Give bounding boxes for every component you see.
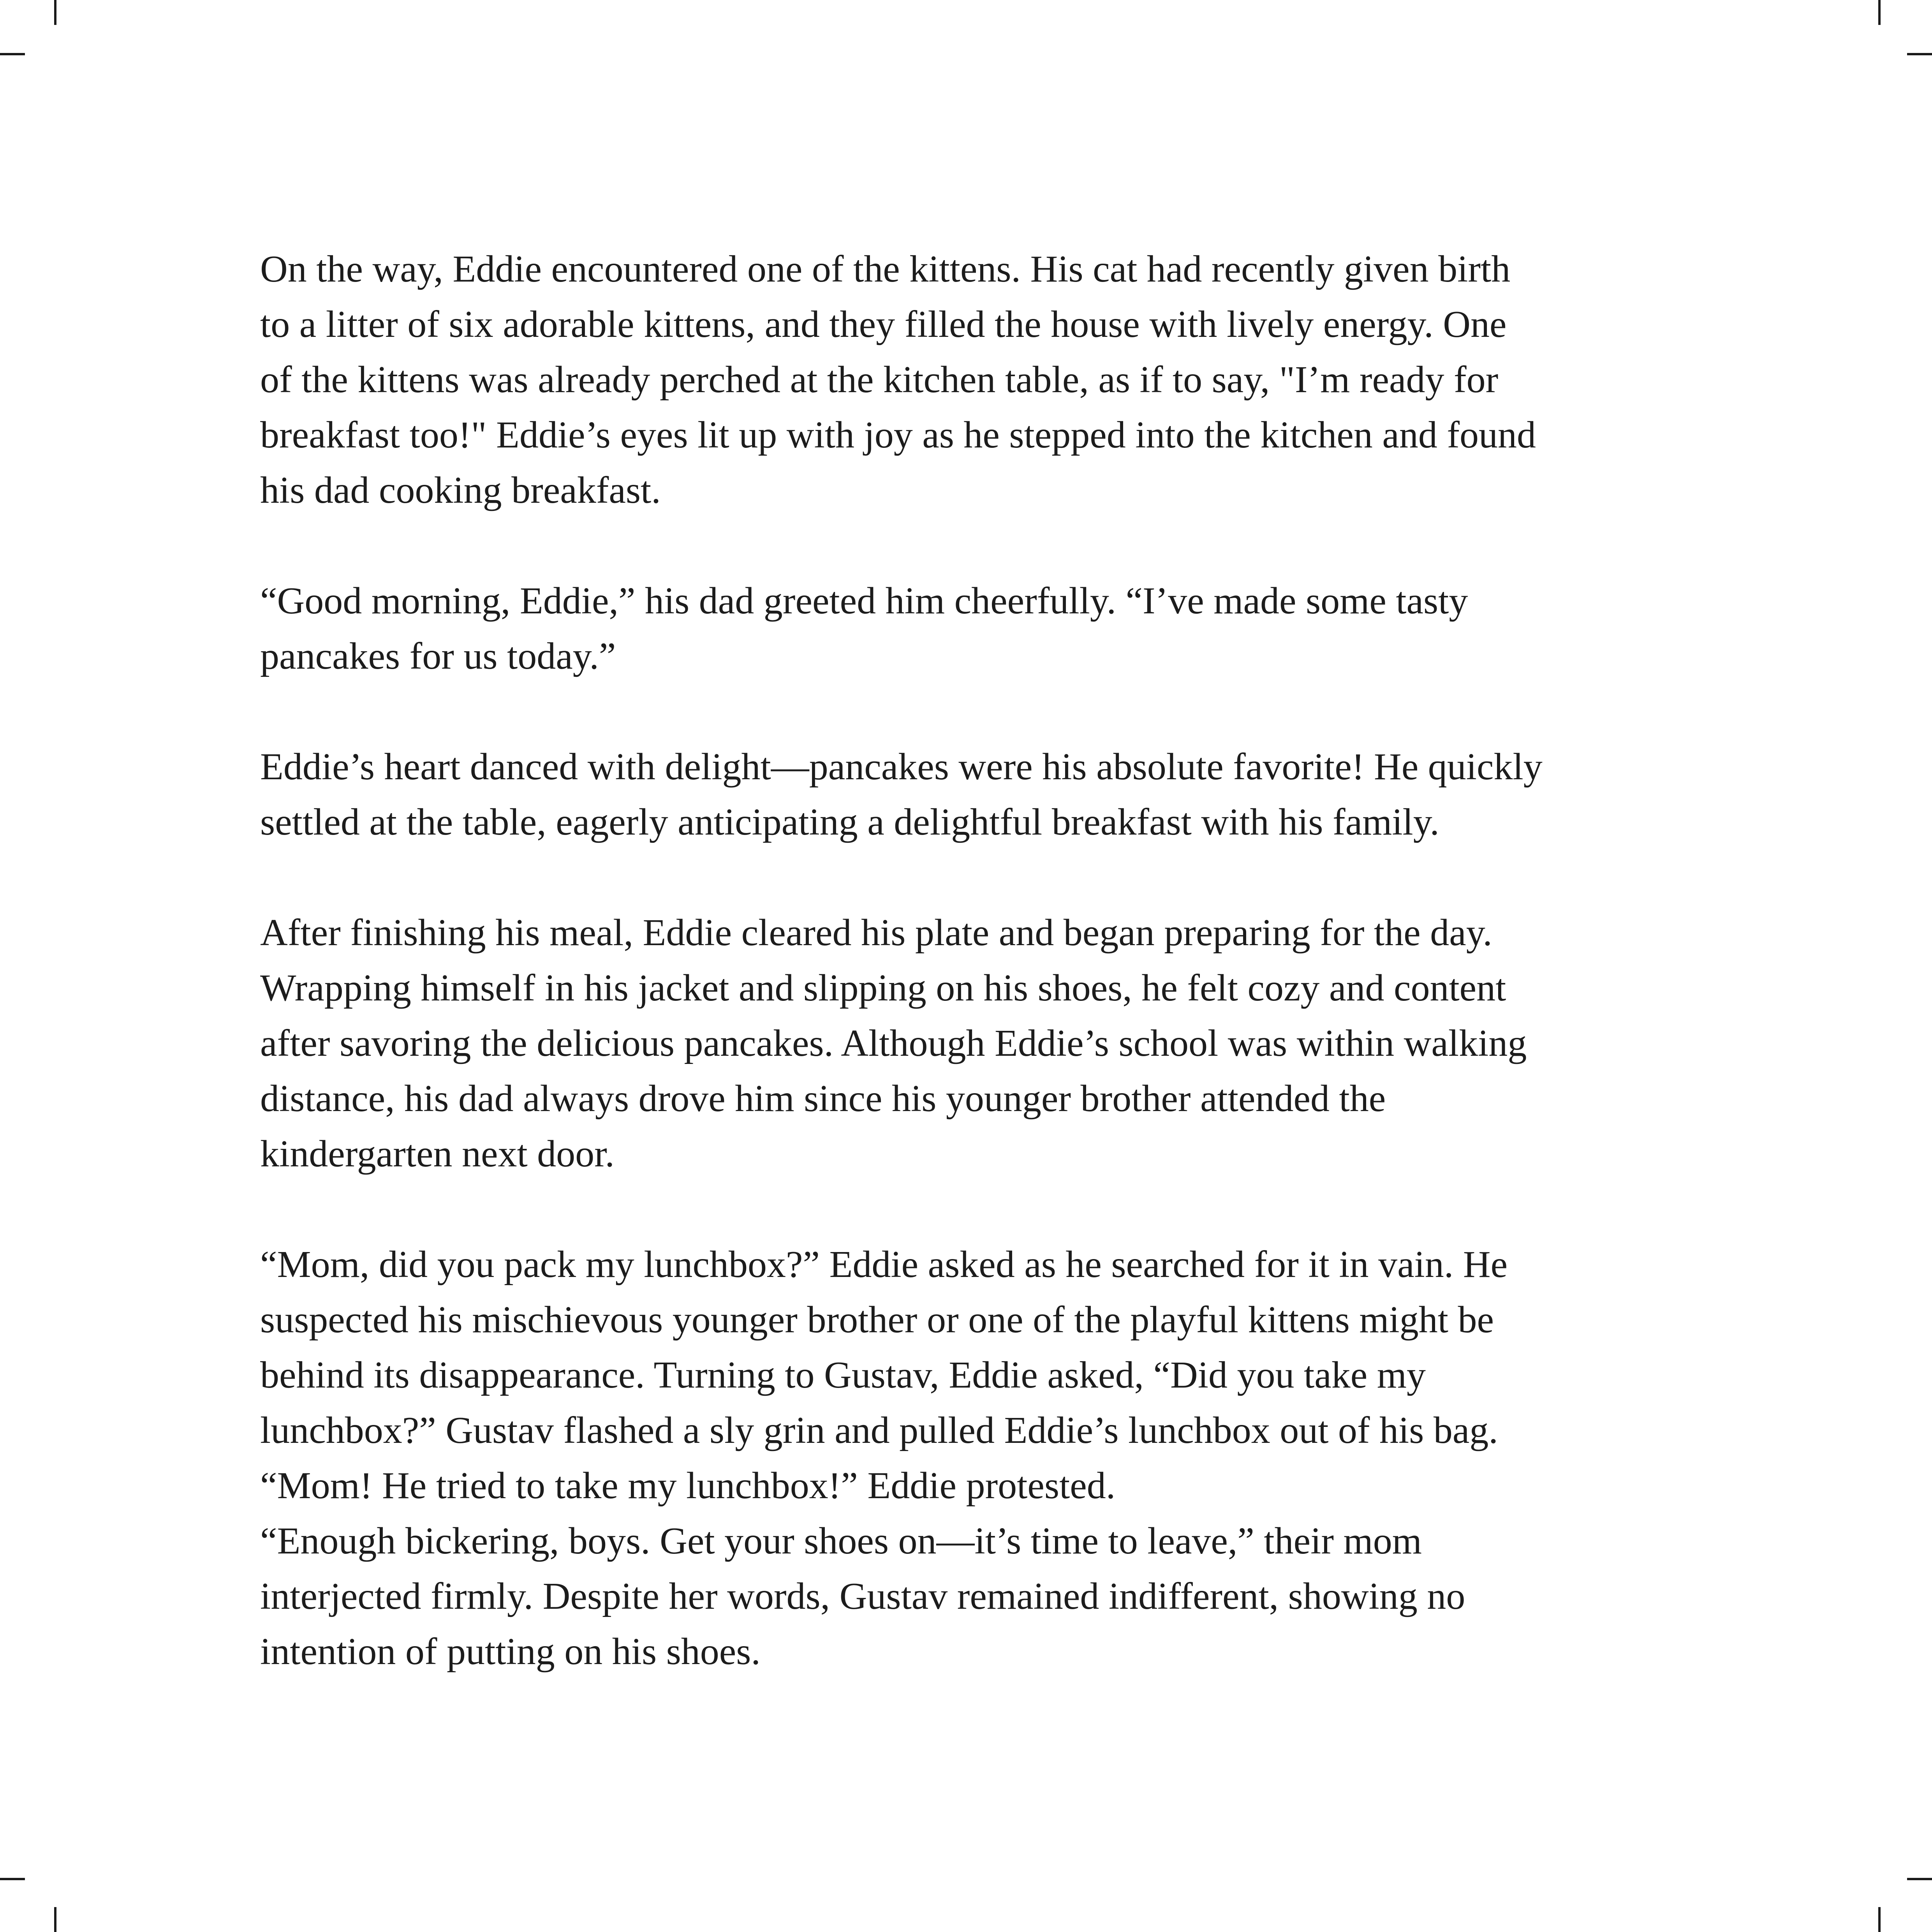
text-line: interjected firmly. Despite her words, Gustav remained indifferent, showing no: [260, 1575, 1465, 1617]
text-line: settled at the table, eagerly anticipating a delightful breakfast with his family.: [260, 801, 1439, 843]
text-line: “Good morning, Eddie,” his dad greeted him cheerfully. “I’ve made some tasty: [260, 580, 1468, 622]
text-line: his dad cooking breakfast.: [260, 469, 661, 511]
paragraph-lunchbox: [260, 1237, 1701, 1458]
text-line: Eddie’s heart danced with delight—pancakes were his absolute favorite! He quickly: [260, 746, 1543, 788]
text-line: intention of putting on his shoes.: [260, 1631, 761, 1673]
paragraph-good-morning: [260, 573, 1701, 684]
text-line: “Mom! He tried to take my lunchbox!” Eddie protested.: [260, 1465, 1116, 1507]
text-line: On the way, Eddie encountered one of the kittens. His cat had recently given birth: [260, 248, 1511, 290]
crop-mark-top-left-horizontal: [0, 53, 25, 55]
crop-mark-bottom-left-horizontal: [0, 1878, 25, 1880]
crop-mark-bottom-left-vertical: [54, 1907, 56, 1932]
text-line: pancakes for us today.”: [260, 635, 616, 677]
text-line: after savoring the delicious pancakes. Although Eddie’s school was within walking: [260, 1022, 1527, 1064]
text-line: “Mom, did you pack my lunchbox?” Eddie asked as he searched for it in vain. He: [260, 1243, 1508, 1286]
text-line: After finishing his meal, Eddie cleared his plate and began preparing for the day.: [260, 912, 1492, 954]
paragraph-protest: [260, 1458, 1701, 1513]
crop-mark-bottom-right-horizontal: [1907, 1878, 1932, 1880]
text-line: Wrapping himself in his jacket and slipping on his shoes, he felt cozy and content: [260, 967, 1506, 1009]
paragraph-pancakes: [260, 739, 1701, 850]
crop-mark-top-right-vertical: [1878, 0, 1881, 25]
crop-mark-bottom-right-vertical: [1878, 1907, 1881, 1932]
paragraph-mom-firm: [260, 1513, 1701, 1679]
story-text: [260, 241, 1701, 1679]
text-line: of the kittens was already perched at the kitchen table, as if to say, "I’m ready for: [260, 359, 1499, 401]
crop-mark-top-left-vertical: [54, 0, 56, 25]
text-line: lunchbox?” Gustav flashed a sly grin and pulled Eddie’s lunchbox out of his bag.: [260, 1409, 1498, 1451]
text-line: distance, his dad always drove him since his younger brother attended the: [260, 1078, 1386, 1120]
paragraph-after-meal: [260, 905, 1701, 1182]
crop-mark-top-right-horizontal: [1907, 53, 1932, 55]
paragraph-kittens: [260, 241, 1701, 518]
text-line: breakfast too!" Eddie’s eyes lit up with joy as he stepped into the kitchen and found: [260, 414, 1536, 456]
text-line: behind its disappearance. Turning to Gustav, Eddie asked, “Did you take my: [260, 1354, 1426, 1396]
text-line: “Enough bickering, boys. Get your shoes on—it’s time to leave,” their mom: [260, 1520, 1422, 1562]
text-line: kindergarten next door.: [260, 1133, 615, 1175]
text-line: suspected his mischievous younger brother or one of the playful kittens might be: [260, 1299, 1494, 1341]
text-line: to a litter of six adorable kittens, and they filled the house with lively energy. One: [260, 303, 1507, 345]
